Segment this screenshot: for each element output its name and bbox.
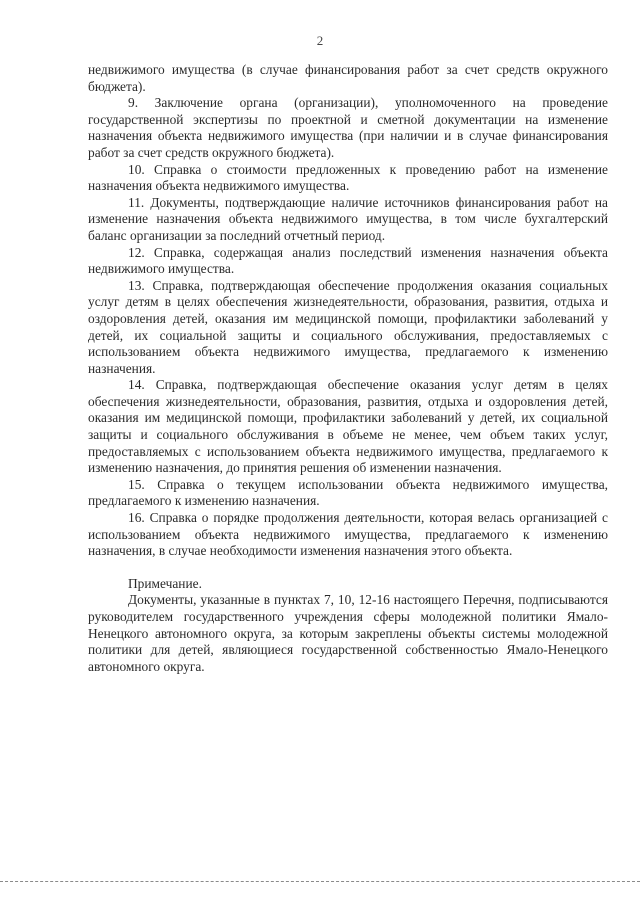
paragraph-14: 14. Справка, подтверждающая обеспечение оказания услуг детям в целях обеспечения жизнедеятельности, образования, развития, отдыха и оздоровления детей, оказания им медицинской помощи, профилактики заболеваний у детей, их социальной защиты и социального обслуживания в объеме не менее, чем объем таких услуг, предоставляемых с использованием объекта недвижимого имущества, предлагаемого к изменению назначения, до принятия решения об изменении назначения.: [88, 377, 608, 476]
paragraph-13: 13. Справка, подтверждающая обеспечение продолжения оказания социальных услуг детям в целях обеспечения жизнедеятельности, образования, развития, отдыха и оздоровления детей, оказания им медицинской помощи, профилактики заболеваний у детей, их социальной защиты и социального обслуживания, предоставляемых с использованием объекта недвижимого имущества, предлагаемого к изменению назначения.: [88, 277, 608, 376]
paragraph-12: 12. Справка, содержащая анализ последствий изменения назначения объекта недвижимого имущества.: [88, 244, 608, 277]
paragraph-15: 15. Справка о текущем использовании объекта недвижимого имущества, предлагаемого к изменению назначения.: [88, 476, 608, 509]
bottom-scan-edge-line: [0, 881, 640, 882]
page-number: 2: [316, 33, 324, 48]
note-text: Документы, указанные в пунктах 7, 10, 12-16 настоящего Перечня, подписываются руководителем государственного учреждения сферы молодежной политики Ямало-Ненецкого автономного округа, за которым закреплены объекты системы молодежной политики для детей, являющиеся государственной собственностью Ямало-Ненецкого автономного округа.: [88, 592, 608, 674]
paragraph-11: 11. Документы, подтверждающие наличие источников финансирования работ на изменение назначения объекта недвижимого имущества, в том числе бухгалтерский баланс организации за последний отчетный период.: [88, 194, 608, 243]
document-body: [88, 62, 608, 675]
paragraph-16: 16. Справка о порядке продолжения деятельности, которая велась организацией с использованием объекта недвижимого имущества, предлагаемого к изменению назначения, в случае необходимости изменения назначения этого объекта.: [88, 510, 608, 559]
paragraph-9: 9. Заключение органа (организации), уполномоченного на проведение государственной экспертизы по проектной и сметной документации на изменение назначения объекта недвижимого имущества (при наличии и в случае финансирования работ за счет средств окружного бюджета).: [88, 95, 608, 160]
paragraph-10: 10. Справка о стоимости предложенных к проведению работ на изменение назначения объекта недвижимого имущества.: [88, 161, 608, 194]
paragraph-8-continuation: недвижимого имущества (в случае финансирования работ за счет средств окружного бюджета).: [88, 62, 608, 94]
note-title: Примечание.: [128, 575, 202, 591]
